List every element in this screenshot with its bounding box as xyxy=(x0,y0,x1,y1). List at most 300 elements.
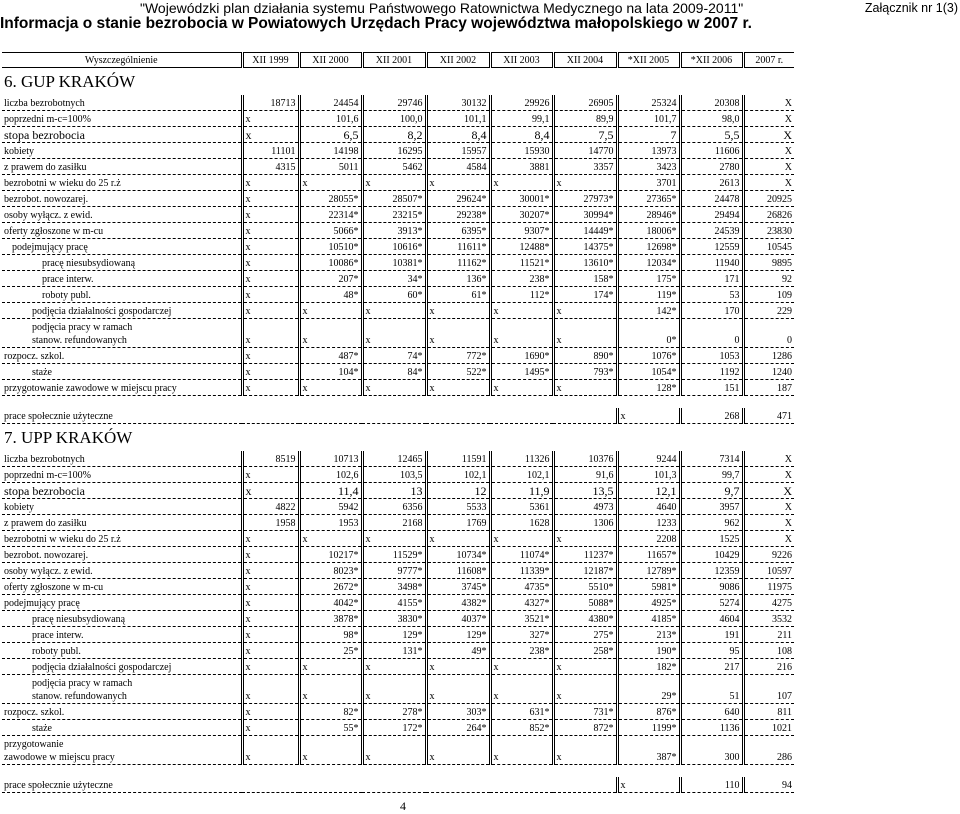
table-cell: 14449* xyxy=(553,223,617,239)
table-cell xyxy=(242,408,299,424)
table-row xyxy=(2,207,794,223)
table-cell: 10381* xyxy=(362,255,426,271)
table-cell: 3957 xyxy=(680,499,743,515)
table-row xyxy=(2,451,794,467)
table-cell: 4640 xyxy=(617,499,680,515)
table-cell: 14770 xyxy=(553,143,617,159)
table-cell: 4382* xyxy=(426,595,490,611)
table-cell: 6356 xyxy=(362,499,426,515)
table-cell: 872* xyxy=(553,720,617,736)
table-cell: 11521* xyxy=(490,255,553,271)
table-cell: 11101 xyxy=(242,143,299,159)
table-cell: 4735* xyxy=(490,579,553,595)
table-cell: x xyxy=(426,319,490,348)
header-cell: 2007 r. xyxy=(743,53,794,68)
table-row xyxy=(2,127,794,143)
table-cell: 3532 xyxy=(743,611,794,627)
table-cell: 2168 xyxy=(362,515,426,531)
row-label: poprzedni m-c=100% xyxy=(2,467,242,483)
table-cell: 1286 xyxy=(743,348,794,364)
table-cell: 129* xyxy=(362,627,426,643)
table-row xyxy=(2,364,794,380)
table-cell: 3830* xyxy=(362,611,426,627)
table-row xyxy=(2,547,794,563)
table-cell: 24478 xyxy=(680,191,743,207)
row-label: osoby wyłącz. z ewid. xyxy=(2,563,242,579)
table-cell: 10545 xyxy=(743,239,794,255)
table-cell: X xyxy=(743,499,794,515)
table-cell: X xyxy=(743,175,794,191)
table-cell xyxy=(426,408,490,424)
table-cell: x xyxy=(242,191,299,207)
table-cell: 4973 xyxy=(553,499,617,515)
row-label: z prawem do zasiłku xyxy=(2,159,242,175)
table-cell: 98,0 xyxy=(680,111,743,127)
table-cell: 89,9 xyxy=(553,111,617,127)
table-cell: x xyxy=(490,736,553,765)
table-cell: 101,3 xyxy=(617,467,680,483)
table-cell: 9226 xyxy=(743,547,794,563)
table-cell: 11657* xyxy=(617,547,680,563)
table-cell xyxy=(490,777,553,793)
row-label: podejmujący pracę xyxy=(2,595,242,611)
table-row xyxy=(2,303,794,319)
table-cell: x xyxy=(426,736,490,765)
header-cell: XII 2003 xyxy=(490,53,553,68)
table-cell: 12789* xyxy=(617,563,680,579)
table-cell: 102,6 xyxy=(299,467,362,483)
table-cell: 10713 xyxy=(299,451,362,467)
table-row xyxy=(2,223,794,239)
table-cell: x xyxy=(242,319,299,348)
row-label: liczba bezrobotnych xyxy=(2,95,242,111)
table-cell: 2672* xyxy=(299,579,362,595)
table-row xyxy=(2,191,794,207)
table-cell: x xyxy=(553,675,617,704)
table-cell: 10376 xyxy=(553,451,617,467)
table-cell: 1495* xyxy=(490,364,553,380)
table-cell: x xyxy=(362,380,426,396)
table-cell: 258* xyxy=(553,643,617,659)
row-label: podejmujący pracę xyxy=(2,239,242,255)
table-cell: 11608* xyxy=(426,563,490,579)
table-cell: x xyxy=(242,364,299,380)
table-cell: x xyxy=(490,303,553,319)
table-cell: 51 xyxy=(680,675,743,704)
table-cell: 5361 xyxy=(490,499,553,515)
table-cell: 1690* xyxy=(490,348,553,364)
table-cell: 29238* xyxy=(426,207,490,223)
row-label-line: podjęcia pracy w ramach xyxy=(32,678,133,689)
document-header-title: "Wojewódzki plan działania systemu Państwowego Ratownictwa Medycznego na lata 2009-2011" xyxy=(140,0,744,16)
table-cell: 4042* xyxy=(299,595,362,611)
table-cell: X xyxy=(743,95,794,111)
header-cell: *XII 2006 xyxy=(680,53,743,68)
table-cell: x xyxy=(242,579,299,595)
table-cell: 11326 xyxy=(490,451,553,467)
table-cell: 14198 xyxy=(299,143,362,159)
table-cell: x xyxy=(490,675,553,704)
table-row xyxy=(2,287,794,303)
row-label: liczba bezrobotnych xyxy=(2,451,242,467)
row-label: podjęcia działalności gospodarczej xyxy=(2,303,242,319)
table-cell: 12488* xyxy=(490,239,553,255)
table-cell: 1240 xyxy=(743,364,794,380)
table-row xyxy=(2,736,794,765)
table-cell: 772* xyxy=(426,348,490,364)
header-cell: XII 2001 xyxy=(362,53,426,68)
row-label: prace społecznie użyteczne xyxy=(2,408,242,424)
table-cell: 216 xyxy=(743,659,794,675)
table-cell: x xyxy=(242,720,299,736)
table-row xyxy=(2,239,794,255)
row-label: stopa bezrobocia xyxy=(2,127,242,143)
table-cell: 171 xyxy=(680,271,743,287)
header-cell: XII 1999 xyxy=(242,53,299,68)
table-cell: 3878* xyxy=(299,611,362,627)
table-cell: 11162* xyxy=(426,255,490,271)
row-label: kobiety xyxy=(2,499,242,515)
table-cell: 9895 xyxy=(743,255,794,271)
table-cell: 1054* xyxy=(617,364,680,380)
table-cell: x xyxy=(362,303,426,319)
table-cell: 29* xyxy=(617,675,680,704)
table-cell: 12034* xyxy=(617,255,680,271)
table-cell: 13,5 xyxy=(553,483,617,499)
table-cell: 0 xyxy=(743,319,794,348)
table-cell: 18006* xyxy=(617,223,680,239)
row-label: prace interw. xyxy=(2,271,242,287)
table-cell: 522* xyxy=(426,364,490,380)
table-cell xyxy=(299,777,362,793)
table-cell: x xyxy=(553,531,617,547)
table-cell: x xyxy=(299,675,362,704)
table-cell: 16295 xyxy=(362,143,426,159)
table-row xyxy=(2,255,794,271)
table-cell: x xyxy=(242,704,299,720)
table-row xyxy=(2,611,794,627)
annex-label: Załącznik nr 1(3) xyxy=(864,1,958,15)
table-row xyxy=(2,467,794,483)
table-cell: 6395* xyxy=(426,223,490,239)
table-cell: 1076* xyxy=(617,348,680,364)
table-cell: 15957 xyxy=(426,143,490,159)
table-cell: X xyxy=(743,143,794,159)
table-cell: 1053 xyxy=(680,348,743,364)
table-cell: 27973* xyxy=(553,191,617,207)
row-label: pracę niesubsydiowaną xyxy=(2,255,242,271)
table-cell: 20925 xyxy=(743,191,794,207)
table-cell: 238* xyxy=(490,643,553,659)
row-label-line: zawodowe w miejscu pracy xyxy=(4,752,115,763)
table-cell: 9307* xyxy=(490,223,553,239)
table-cell: 4275 xyxy=(743,595,794,611)
table-cell: 11529* xyxy=(362,547,426,563)
table-cell: x xyxy=(490,659,553,675)
table-cell: 12,1 xyxy=(617,483,680,499)
table-cell: 793* xyxy=(553,364,617,380)
table-cell: 82* xyxy=(299,704,362,720)
table-cell: x xyxy=(242,563,299,579)
table-cell: 11591 xyxy=(426,451,490,467)
table-cell: 29746 xyxy=(362,95,426,111)
table-cell: 49* xyxy=(426,643,490,659)
table-cell xyxy=(362,777,426,793)
table-row xyxy=(2,579,794,595)
table-cell: 151 xyxy=(680,380,743,396)
header-cell: *XII 2005 xyxy=(617,53,680,68)
table-cell: 4315 xyxy=(242,159,299,175)
table-cell: x xyxy=(426,175,490,191)
table-cell: x xyxy=(490,319,553,348)
table-cell: 3701 xyxy=(617,175,680,191)
table-cell: 5066* xyxy=(299,223,362,239)
table-cell: x xyxy=(490,380,553,396)
spacer xyxy=(2,765,794,778)
table-cell: 25* xyxy=(299,643,362,659)
table-cell: 7 xyxy=(617,127,680,143)
table-cell: 7314 xyxy=(680,451,743,467)
table-cell: 25324 xyxy=(617,95,680,111)
table-cell: 190* xyxy=(617,643,680,659)
table-cell: 10616* xyxy=(362,239,426,255)
table-cell: 5510* xyxy=(553,579,617,595)
table-cell: 286 xyxy=(743,736,794,765)
table-cell: 9244 xyxy=(617,451,680,467)
row-label: prace społecznie użyteczne xyxy=(2,777,242,793)
table-cell: X xyxy=(743,159,794,175)
table-cell: 811 xyxy=(743,704,794,720)
table-cell: X xyxy=(743,467,794,483)
spacer-row xyxy=(2,396,794,409)
table-cell: x xyxy=(242,271,299,287)
table-cell: 61* xyxy=(426,287,490,303)
table-cell: 207* xyxy=(299,271,362,287)
table-cell: x xyxy=(242,547,299,563)
table-cell: 11611* xyxy=(426,239,490,255)
table-cell: 11,4 xyxy=(299,483,362,499)
table-cell: 5942 xyxy=(299,499,362,515)
table-cell: 3881 xyxy=(490,159,553,175)
table-cell: 3913* xyxy=(362,223,426,239)
table-cell: 24539 xyxy=(680,223,743,239)
table-cell: x xyxy=(242,675,299,704)
table-cell: 1769 xyxy=(426,515,490,531)
table-cell: 170 xyxy=(680,303,743,319)
table-cell: x xyxy=(242,223,299,239)
row-label: staże xyxy=(2,364,242,380)
table-row xyxy=(2,159,794,175)
row-label-line: podjęcia pracy w ramach xyxy=(32,322,133,333)
table-cell: 13610* xyxy=(553,255,617,271)
table-cell: 387* xyxy=(617,736,680,765)
row-label: z prawem do zasiłku xyxy=(2,515,242,531)
row-label: osoby wyłącz. z ewid. xyxy=(2,207,242,223)
table-cell: 74* xyxy=(362,348,426,364)
table-row xyxy=(2,143,794,159)
table-cell: 175* xyxy=(617,271,680,287)
table-cell: 264* xyxy=(426,720,490,736)
section-title-row xyxy=(2,68,794,96)
table-cell: 34* xyxy=(362,271,426,287)
table-cell: 5981* xyxy=(617,579,680,595)
table-cell: 1192 xyxy=(680,364,743,380)
table-cell xyxy=(490,408,553,424)
table-cell: 275* xyxy=(553,627,617,643)
table-cell: 300 xyxy=(680,736,743,765)
table-row xyxy=(2,720,794,736)
table-row xyxy=(2,319,794,348)
table-cell: 4037* xyxy=(426,611,490,627)
table-cell: 3745* xyxy=(426,579,490,595)
table-cell: x xyxy=(299,736,362,765)
row-label: podjęcia działalności gospodarczej xyxy=(2,659,242,675)
table-cell: 487* xyxy=(299,348,362,364)
table-cell: 30132 xyxy=(426,95,490,111)
table-cell: 92 xyxy=(743,271,794,287)
table-cell: x xyxy=(362,736,426,765)
table-cell: 136* xyxy=(426,271,490,287)
table-cell: 327* xyxy=(490,627,553,643)
table-cell: 30994* xyxy=(553,207,617,223)
table-cell: 211 xyxy=(743,627,794,643)
table-cell: x xyxy=(553,736,617,765)
table-cell: 9086 xyxy=(680,579,743,595)
table-cell: 28507* xyxy=(362,191,426,207)
table-cell: 1233 xyxy=(617,515,680,531)
table-cell: 5533 xyxy=(426,499,490,515)
table-cell: 27365* xyxy=(617,191,680,207)
table-cell: 10597 xyxy=(743,563,794,579)
table-cell: 28946* xyxy=(617,207,680,223)
row-label: bezrobot. nowozarej. xyxy=(2,547,242,563)
table-cell: 29494 xyxy=(680,207,743,223)
table-cell xyxy=(242,777,299,793)
table-row xyxy=(2,348,794,364)
table-cell: 142* xyxy=(617,303,680,319)
table-cell: 10510* xyxy=(299,239,362,255)
table-cell: x xyxy=(299,380,362,396)
table-cell: 11074* xyxy=(490,547,553,563)
table-cell: 30001* xyxy=(490,191,553,207)
table-cell: x xyxy=(490,175,553,191)
table-cell: x xyxy=(299,175,362,191)
table-cell: 1021 xyxy=(743,720,794,736)
table-cell: x xyxy=(242,255,299,271)
row-label: rozpocz. szkol. xyxy=(2,704,242,720)
table-cell: 10086* xyxy=(299,255,362,271)
table-cell: 4822 xyxy=(242,499,299,515)
table-cell: 158* xyxy=(553,271,617,287)
table-cell: 10217* xyxy=(299,547,362,563)
table-cell: 640 xyxy=(680,704,743,720)
table-cell: 1953 xyxy=(299,515,362,531)
header-cell: XII 2000 xyxy=(299,53,362,68)
table-cell: x xyxy=(426,659,490,675)
table-cell: x xyxy=(617,408,680,424)
table-cell: 4604 xyxy=(680,611,743,627)
table-cell: x xyxy=(242,483,299,499)
table-cell: 1525 xyxy=(680,531,743,547)
table-row xyxy=(2,704,794,720)
table-row xyxy=(2,408,794,424)
table-row xyxy=(2,499,794,515)
row-label: oferty zgłoszone w m-cu xyxy=(2,223,242,239)
table-cell: X xyxy=(743,531,794,547)
table-cell: 112* xyxy=(490,287,553,303)
table-cell: x xyxy=(242,643,299,659)
table-cell: 10429 xyxy=(680,547,743,563)
table-cell: x xyxy=(490,531,553,547)
table-cell: 5462 xyxy=(362,159,426,175)
table-cell: 12559 xyxy=(680,239,743,255)
table-cell: 8,2 xyxy=(362,127,426,143)
table-cell: 8519 xyxy=(242,451,299,467)
table-cell: 5011 xyxy=(299,159,362,175)
row-label: kobiety xyxy=(2,143,242,159)
table-cell: 110 xyxy=(680,777,743,793)
table-cell: 103,5 xyxy=(362,467,426,483)
table-cell: x xyxy=(242,111,299,127)
table-cell: 26826 xyxy=(743,207,794,223)
table-cell: 13973 xyxy=(617,143,680,159)
table-cell: 101,6 xyxy=(299,111,362,127)
table-cell: x xyxy=(299,319,362,348)
table-cell: X xyxy=(743,127,794,143)
table-cell: 104* xyxy=(299,364,362,380)
table-row xyxy=(2,95,794,111)
row-label-line: stanow. refundowanych xyxy=(32,335,127,346)
table-cell: 91,6 xyxy=(553,467,617,483)
table-cell: x xyxy=(617,777,680,793)
row-label: staże xyxy=(2,720,242,736)
table-cell: 13 xyxy=(362,483,426,499)
row-label-line: przygotowanie xyxy=(4,739,64,750)
table-cell: 30207* xyxy=(490,207,553,223)
table-cell: 278* xyxy=(362,704,426,720)
table-cell: 12465 xyxy=(362,451,426,467)
table-cell: 98* xyxy=(299,627,362,643)
table-cell: 8,4 xyxy=(490,127,553,143)
table-cell: 3498* xyxy=(362,579,426,595)
report-title: Informacja o stanie bezrobocia w Powiatowych Urzędach Pracy województwa małopolskiego w 2007 r. xyxy=(0,15,752,32)
table-cell: x xyxy=(242,467,299,483)
table-cell: 53 xyxy=(680,287,743,303)
table-cell: 731* xyxy=(553,704,617,720)
table-cell: x xyxy=(426,675,490,704)
table-cell: 0 xyxy=(680,319,743,348)
table-cell: 3423 xyxy=(617,159,680,175)
table-cell: 471 xyxy=(743,408,794,424)
table-cell: 1199* xyxy=(617,720,680,736)
table-cell: 5274 xyxy=(680,595,743,611)
row-label: prace interw. xyxy=(2,627,242,643)
table-cell: 23215* xyxy=(362,207,426,223)
table-cell: 6,5 xyxy=(299,127,362,143)
table-cell: 4185* xyxy=(617,611,680,627)
row-label: roboty publ. xyxy=(2,287,242,303)
table-cell: x xyxy=(242,531,299,547)
table-cell: 11,9 xyxy=(490,483,553,499)
table-cell: 102,1 xyxy=(426,467,490,483)
table-cell: 108 xyxy=(743,643,794,659)
table-cell: 10734* xyxy=(426,547,490,563)
table-cell: x xyxy=(242,595,299,611)
table-cell: 12 xyxy=(426,483,490,499)
table-cell: x xyxy=(242,239,299,255)
table-cell: x xyxy=(299,531,362,547)
table-cell: x xyxy=(553,659,617,675)
